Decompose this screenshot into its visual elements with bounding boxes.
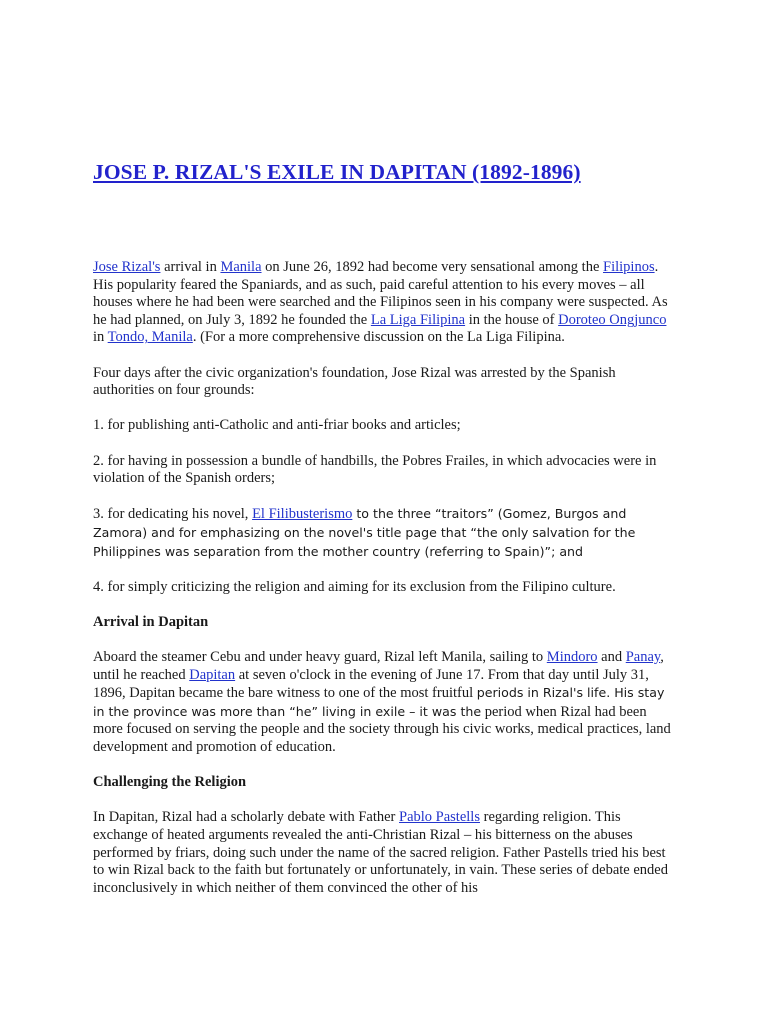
article-body	[93, 259, 673, 915]
link-dapitan[interactable]: Dapitan	[189, 666, 236, 683]
text-span: . His popularity feared the Spaniards, and as such, paid careful attention to his every moves – all houses where he had been were searched and the Filipinos seen in his company were suspected. As he had planned, on July 3, 1892 he founded the	[93, 259, 668, 328]
text-span: 3. for dedicating his novel,	[93, 506, 253, 523]
paragraph-arrival	[93, 649, 673, 757]
paragraph-intro	[93, 259, 673, 347]
text-span: , until he reached	[93, 649, 664, 683]
section-heading-religion: Challenging the Religion	[93, 774, 247, 791]
link-el-filibusterismo[interactable]: El Filibusterismo	[252, 506, 353, 523]
text-span: at seven o'clock in the evening of June 17. From that day until July 31, 1896, Dapitan became the bare witness to one of the most fruitful	[93, 666, 649, 702]
text-span: to the three “traitors” (Gomez, Burgos and Zamora) and for emphasizing on the novel's title page that “the only salvation for the Philippines was separation from the mother country (referring to Spain)”; and	[93, 506, 636, 559]
text-span: on June 26, 1892 had become very sensational among the	[261, 259, 604, 275]
link-manila[interactable]: Manila	[220, 259, 262, 275]
link-tondo-manila[interactable]: Tondo, Manila	[107, 329, 193, 346]
link-doroteo-ongjunco[interactable]: Doroteo Ongjunco	[558, 311, 667, 328]
text-span: in	[93, 329, 108, 346]
text-span: arrival in	[160, 259, 221, 275]
text-span: and	[597, 649, 626, 666]
text-span: period when Rizal had been more focused on serving the people and the society through his civic works, medical practices, land development and promotion of education.	[93, 703, 671, 756]
link-pablo-pastells[interactable]: Pablo Pastells	[399, 809, 480, 826]
list-item-ground-4: 4. for simply criticizing the religion and aiming for its exclusion from the Filipino culture.	[93, 578, 616, 595]
section-heading-arrival: Arrival in Dapitan	[93, 613, 209, 630]
page-title	[93, 160, 581, 185]
text-span: periods in Rizal's life. His stay in the province was more than “he” living in exile – it was the	[93, 685, 665, 719]
paragraph-religion	[93, 809, 673, 897]
list-item-ground-2: 2. for having in possession a bundle of handbills, the Pobres Frailes, in which advocacies were in violation of the Spanish orders;	[93, 452, 657, 487]
paragraph-arrest: Four days after the civic organization's foundation, Jose Rizal was arrested by the Spanish authorities on four grounds:	[93, 364, 616, 399]
text-span: In Dapitan, Rizal had a scholarly debate with Father	[93, 809, 400, 826]
text-span: Aboard the steamer Cebu and under heavy guard, Rizal left Manila, sailing to	[93, 649, 547, 666]
link-mindoro[interactable]: Mindoro	[546, 649, 598, 666]
link-filipinos[interactable]: Filipinos	[603, 259, 655, 275]
link-la-liga-filipina[interactable]: La Liga Filipina	[370, 311, 466, 328]
link-panay[interactable]: Panay	[625, 649, 661, 666]
list-item-ground-1: 1. for publishing anti-Catholic and anti-friar books and articles;	[93, 417, 461, 434]
text-span: regarding religion. This exchange of heated arguments revealed the anti-Christian Rizal – his bitterness on the abuses performed by friars, doing such under the name of the sacred religion. Father Pastells tried his best to win Rizal back to the faith but fortunately or unfortunately, in vain. These series of debate ended inconclusively in which neither of them convinced the other of his	[93, 809, 668, 896]
list-item-ground-3	[93, 505, 673, 561]
page-title-link[interactable]: JOSE P. RIZAL'S EXILE IN DAPITAN (1892-1896)	[93, 160, 581, 184]
text-span: in the house of	[465, 311, 559, 328]
link-jose-rizal[interactable]: Jose Rizal's	[93, 259, 161, 275]
text-span: . (For a more comprehensive discussion on the La Liga Filipina.	[192, 329, 565, 346]
